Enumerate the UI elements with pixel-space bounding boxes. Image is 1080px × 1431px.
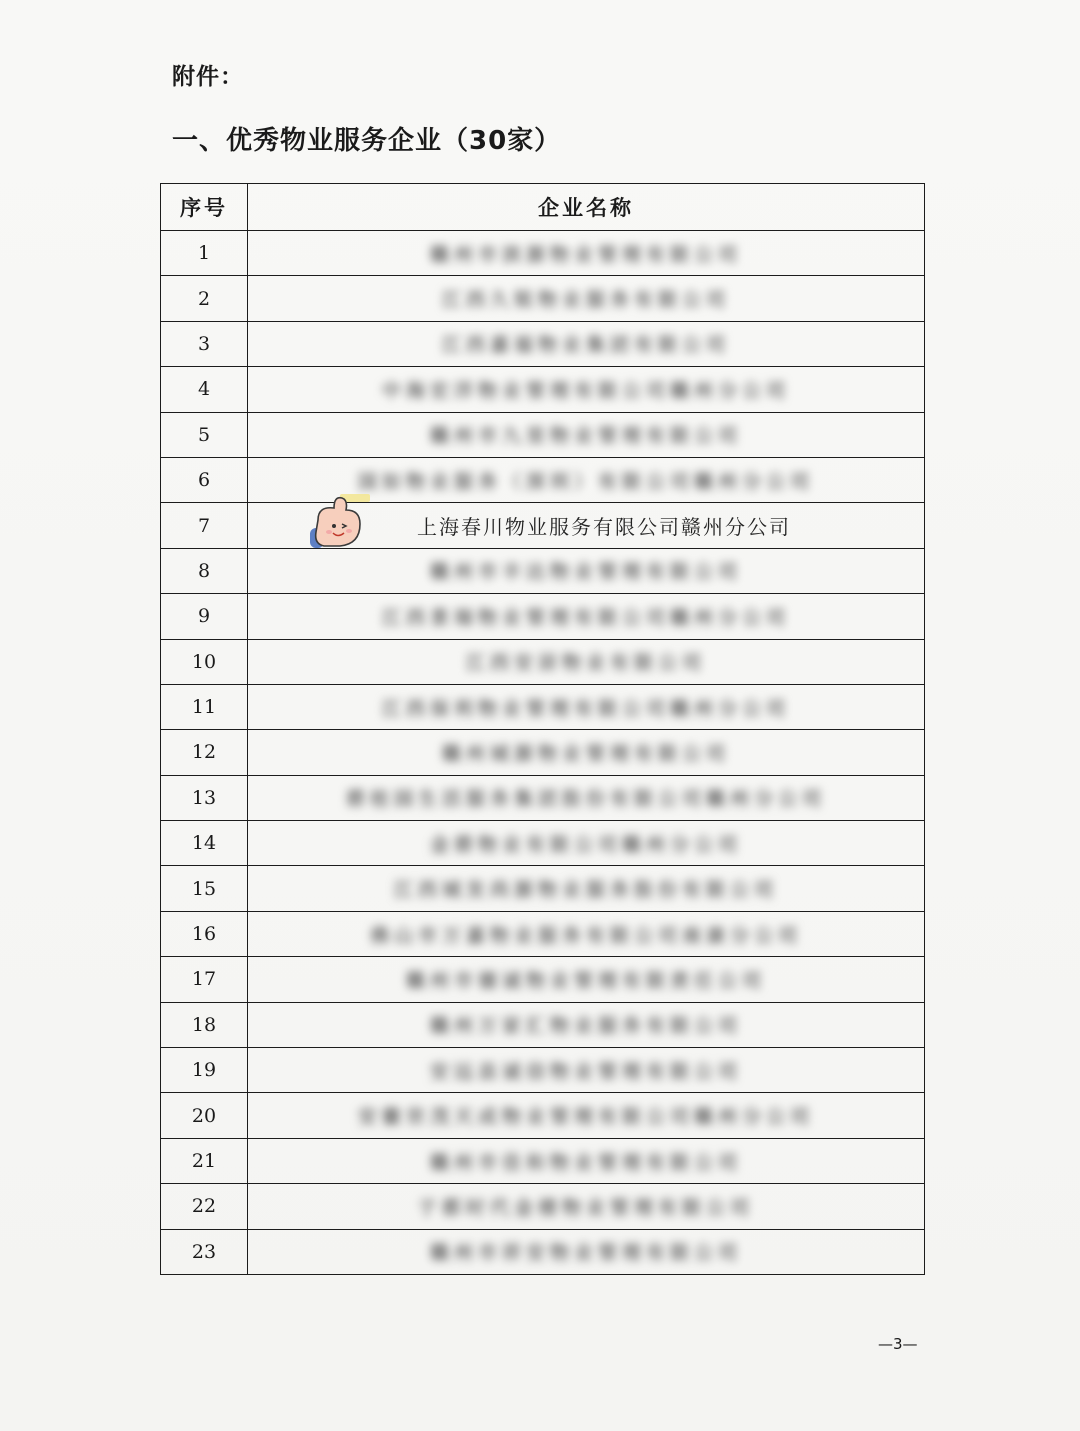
table-row xyxy=(161,957,925,1002)
company-name-redacted: 赣州市滨源物业管理有限公司 xyxy=(429,243,742,266)
company-name-redacted: 赣州市九里物业管理有限公司 xyxy=(429,425,742,448)
table-row xyxy=(161,276,925,321)
row-seq: 20 xyxy=(161,1093,248,1138)
company-name-redacted: 赣州城源物业管理有限公司 xyxy=(441,742,730,765)
company-name-redacted: 中海宏洋物业管理有限公司赣州分公司 xyxy=(381,379,790,402)
row-company-name-cell xyxy=(248,594,925,639)
company-name: 上海春川物业服务有限公司赣州分公司 xyxy=(417,515,791,540)
table-row xyxy=(161,1002,925,1047)
row-company-name-cell xyxy=(248,866,925,911)
company-name-redacted: 安远县诚信物业管理有限公司 xyxy=(429,1060,742,1083)
company-name-redacted: 赣州市德诚物业管理有限责任公司 xyxy=(405,969,766,992)
row-company-name-cell xyxy=(248,684,925,729)
company-name-redacted: 江西嘉福物业集团有限公司 xyxy=(441,334,730,357)
table-row xyxy=(161,1048,925,1093)
row-seq: 7 xyxy=(161,503,248,548)
row-seq: 6 xyxy=(161,457,248,502)
row-seq: 21 xyxy=(161,1138,248,1183)
table-row xyxy=(161,684,925,729)
table-body xyxy=(161,231,925,1275)
row-seq: 23 xyxy=(161,1229,248,1274)
row-seq: 13 xyxy=(161,775,248,820)
table-row xyxy=(161,412,925,457)
table-row xyxy=(161,594,925,639)
company-name-redacted: 江西安居物业有限公司 xyxy=(465,652,706,675)
table-row xyxy=(161,866,925,911)
company-name-redacted: 佛山市万嘉物业服务有限公司南康分公司 xyxy=(369,924,802,947)
section-title: 一、优秀物业服务企业（30家） xyxy=(172,126,562,156)
company-name-redacted: 碧桂园生活服务集团股份有限公司赣州分公司 xyxy=(345,788,826,811)
company-table xyxy=(160,183,925,1275)
row-seq: 12 xyxy=(161,730,248,775)
table-row xyxy=(161,730,925,775)
row-seq: 15 xyxy=(161,866,248,911)
attachment-label: 附件： xyxy=(172,64,244,90)
table-header-row xyxy=(161,184,925,231)
table-row xyxy=(161,1138,925,1183)
company-name-redacted: 于都时代金楼物业管理有限公司 xyxy=(417,1196,754,1219)
row-seq: 8 xyxy=(161,548,248,593)
page-number: —3— xyxy=(878,1335,918,1353)
table-row xyxy=(161,821,925,866)
table-row xyxy=(161,231,925,276)
company-name-redacted: 金碧物业有限公司赣州分公司 xyxy=(429,833,742,856)
row-seq: 2 xyxy=(161,276,248,321)
row-company-name-cell xyxy=(248,367,925,412)
row-seq: 22 xyxy=(161,1184,248,1229)
table-row xyxy=(161,367,925,412)
company-name-redacted: 江西景瑞物业管理有限公司赣州分公司 xyxy=(381,606,790,629)
table-row xyxy=(161,503,925,548)
row-company-name-cell xyxy=(248,775,925,820)
row-company-name-cell xyxy=(248,911,925,956)
row-company-name-cell xyxy=(248,1138,925,1183)
row-seq: 9 xyxy=(161,594,248,639)
row-company-name-cell xyxy=(248,1048,925,1093)
table-row xyxy=(161,1184,925,1229)
row-company-name-cell xyxy=(248,321,925,366)
row-company-name-cell xyxy=(248,276,925,321)
company-name-redacted: 赣州市丰达物业管理有限公司 xyxy=(429,561,742,584)
column-header-seq: 序号 xyxy=(161,184,248,231)
row-seq: 18 xyxy=(161,1002,248,1047)
row-seq: 1 xyxy=(161,231,248,276)
row-company-name-cell xyxy=(248,1093,925,1138)
company-name-redacted: 江西久锐物业服务有限公司 xyxy=(441,289,730,312)
row-seq: 19 xyxy=(161,1048,248,1093)
row-company-name-cell xyxy=(248,639,925,684)
thumbs-up-sticker-icon xyxy=(304,492,372,554)
column-header-name: 企业名称 xyxy=(248,184,925,231)
company-name-redacted: 国如物业服务（深圳）有限公司赣州分公司 xyxy=(357,470,814,493)
row-company-name-cell xyxy=(248,412,925,457)
row-company-name-cell xyxy=(248,957,925,1002)
company-name-redacted: 赣州市佳和物业管理有限公司 xyxy=(429,1151,742,1174)
row-company-name-cell xyxy=(248,1002,925,1047)
row-seq: 3 xyxy=(161,321,248,366)
row-seq: 16 xyxy=(161,911,248,956)
row-seq: 11 xyxy=(161,684,248,729)
company-name-redacted: 江西保利物业管理有限公司赣州分公司 xyxy=(381,697,790,720)
table-row xyxy=(161,1229,925,1274)
company-name-redacted: 安徽世茂天成物业管理有限公司赣州分公司 xyxy=(357,1106,814,1129)
row-seq: 10 xyxy=(161,639,248,684)
table-row xyxy=(161,457,925,502)
row-company-name-cell xyxy=(248,1229,925,1274)
row-seq: 5 xyxy=(161,412,248,457)
table-row xyxy=(161,639,925,684)
company-name-redacted: 江西城发尚源物业服务股份有限公司 xyxy=(393,879,778,902)
row-seq: 4 xyxy=(161,367,248,412)
row-company-name-cell xyxy=(248,231,925,276)
row-company-name-cell xyxy=(248,821,925,866)
row-company-name-cell xyxy=(248,1184,925,1229)
table-row xyxy=(161,1093,925,1138)
company-name-redacted: 赣州市祥安物业管理有限公司 xyxy=(429,1242,742,1265)
row-seq: 14 xyxy=(161,821,248,866)
row-company-name-cell xyxy=(248,548,925,593)
table-row xyxy=(161,775,925,820)
company-name-redacted: 赣州万家汇物业服务有限公司 xyxy=(429,1015,742,1038)
table-row xyxy=(161,911,925,956)
table-row xyxy=(161,321,925,366)
table-row xyxy=(161,548,925,593)
row-seq: 17 xyxy=(161,957,248,1002)
row-company-name-cell xyxy=(248,730,925,775)
